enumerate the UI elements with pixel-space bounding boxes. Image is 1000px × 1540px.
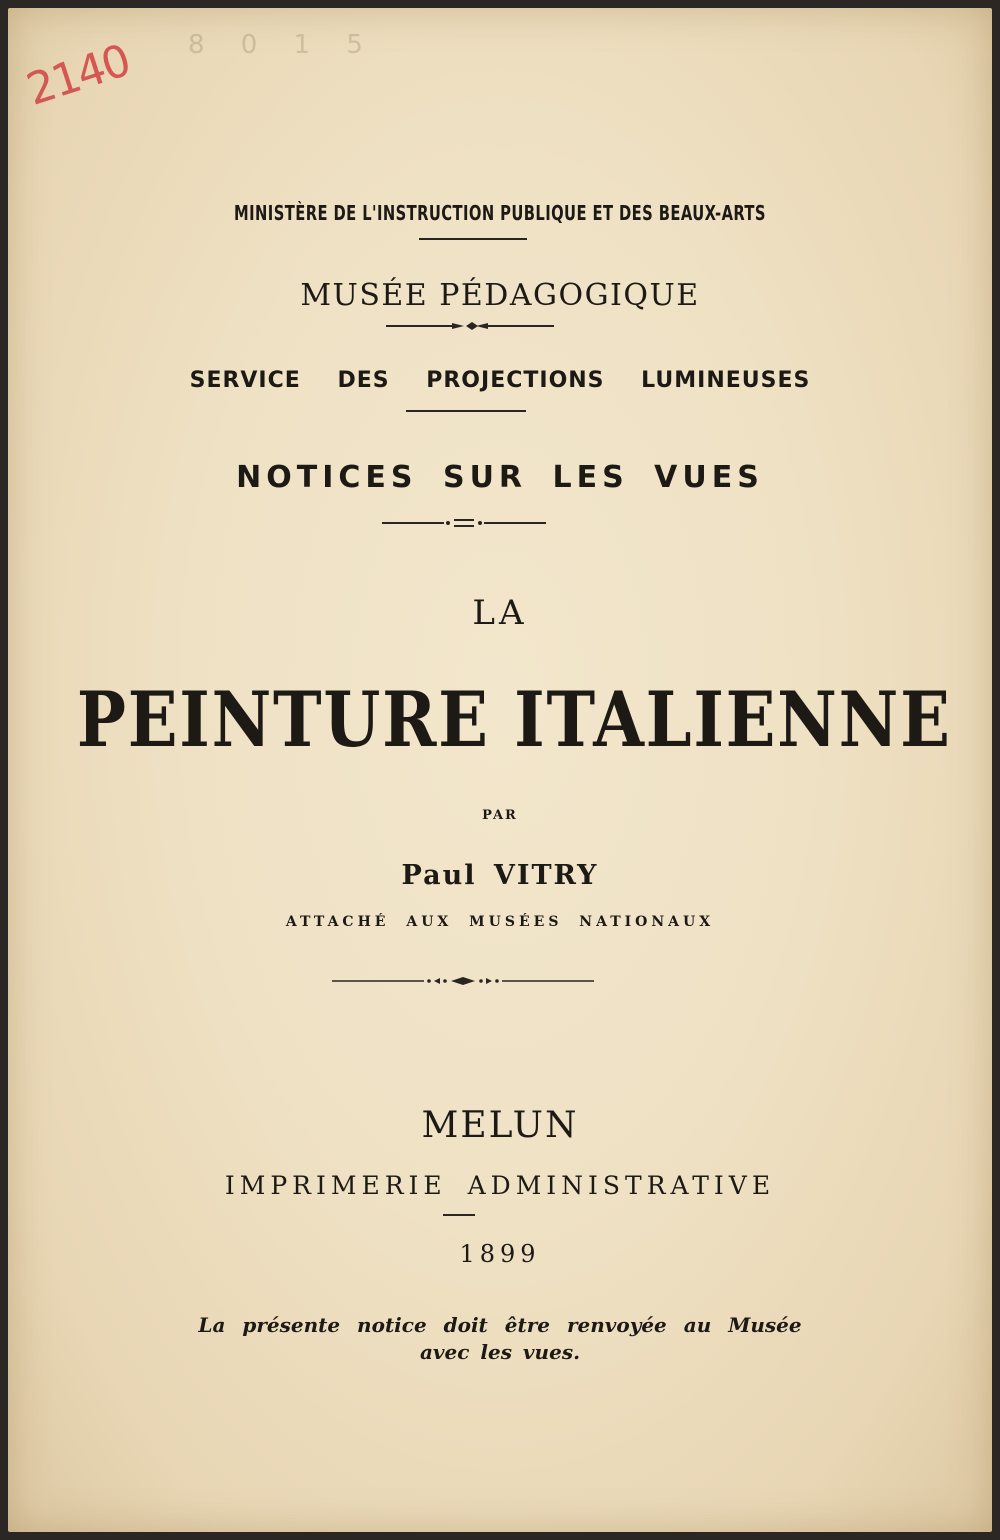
- author-name: Paul VITRY: [401, 860, 599, 891]
- divider-rule: [419, 238, 527, 240]
- main-title: PEINTURE ITALIENNE: [76, 675, 952, 764]
- faint-pencil-mark: 8 0 1 5: [188, 30, 377, 60]
- imprint-year: 1899: [459, 1240, 541, 1268]
- museum-heading: MUSÉE PÉDAGOGIQUE: [300, 278, 700, 313]
- imprint-city: MELUN: [421, 1105, 579, 1146]
- by-label: PAR: [482, 808, 518, 823]
- ornament-divider: [382, 516, 546, 530]
- divider-rule: [406, 410, 526, 412]
- divider-rule: [443, 1214, 475, 1216]
- imprint-printer: IMPRIMERIE ADMINISTRATIVE: [224, 1171, 776, 1200]
- service-heading: SERVICE DES PROJECTIONS LUMINEUSES: [189, 368, 811, 393]
- notices-heading: NOTICES SUR LES VUES: [236, 460, 764, 495]
- ornament-divider: [386, 320, 554, 332]
- ornament-divider: [332, 974, 594, 988]
- author-role: ATTACHÉ AUX MUSÉES NATIONAUX: [285, 914, 715, 930]
- return-notice-line-2: avec les vues.: [419, 1340, 581, 1364]
- document-page: [8, 8, 992, 1532]
- handwritten-red-number: 2140: [20, 35, 136, 116]
- ministry-heading: MINISTÈRE DE L'INSTRUCTION PUBLIQUE ET DES BEAUX-ARTS: [234, 201, 766, 225]
- title-article: LA: [472, 593, 528, 633]
- return-notice-line-1: La présente notice doit être renvoyée au Musée: [198, 1313, 802, 1337]
